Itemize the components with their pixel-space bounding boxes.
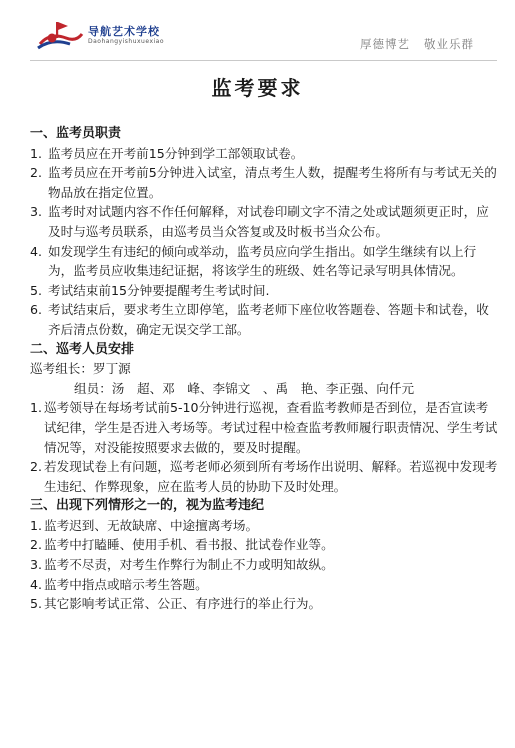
school-pinyin: Daohangyishuxuexiao — [88, 38, 165, 45]
item-number: 4. — [30, 576, 43, 592]
item-number: 1. — [30, 400, 43, 416]
item-text: 监考迟到、无故缺席、中途擅离考场。 — [44, 517, 259, 533]
item-text: 如发现学生有违纪的倾向或举动，监考员应向学生指出。如学生继续有以上行为，监考员应收集违纪证据，将该学生的班级、姓名等记录写明具体情况。 — [48, 243, 477, 279]
item-text: 考试结束前15分钟要提醒考生考试时间. — [48, 282, 270, 298]
item-text: 若发现试卷上有问题，巡考老师必须到所有考场作出说明、解释。若巡视中发现考生违纪、作弊现象，应在监考人员的协助下及时处理。 — [44, 459, 498, 494]
list-item — [30, 300, 500, 339]
document-body — [30, 124, 500, 614]
list-item — [30, 242, 500, 281]
item-number: 2. — [30, 537, 43, 553]
item-number: 2. — [30, 165, 43, 181]
list-item — [30, 163, 500, 202]
list-item — [30, 535, 500, 555]
item-number: 1. — [30, 517, 43, 533]
item-number: 1. — [30, 145, 43, 161]
item-number: 4. — [30, 243, 43, 259]
list-item — [30, 457, 500, 496]
section-heading: 三、出现下列情形之一的，视为监考违纪 — [30, 498, 265, 514]
list-item — [30, 202, 500, 241]
item-text: 监考中指点或暗示考生答题。 — [44, 576, 208, 592]
item-number: 6. — [30, 302, 43, 318]
item-number: 2. — [30, 459, 43, 475]
section-heading: 二、巡考人员安排 — [30, 341, 135, 357]
section-heading: 一、监考员职责 — [30, 126, 122, 141]
list-item — [30, 281, 500, 301]
item-number: 3. — [30, 557, 43, 573]
list-item — [30, 398, 500, 457]
list-item — [30, 516, 500, 536]
item-text: 监考员应在开考前5分钟进入试室，清点考生人数，提醒考生将所有与考试无关的物品放在指定位置。 — [48, 165, 497, 200]
item-number: 3. — [30, 204, 43, 220]
school-name: 导航艺术学校 — [88, 25, 160, 38]
item-number: 5. — [30, 596, 43, 612]
list-item — [30, 594, 500, 614]
item-text: 监考不尽责，对考生作弊行为制止不力或明知故纵。 — [44, 557, 334, 573]
item-text: 巡考领导在每场考试前5-10分钟进行巡视，查看监考教师是否到位，是否宣读考试纪律，学生是否进入考场等。考试过程中检查监考教师履行职责情况、学生考试情况等，对没能按照要求去做的，要及时提醒。 — [44, 400, 498, 455]
item-text: 监考时对试题内容不作任何解释，对试卷印刷文字不清之处或试题须更正时，应及时与巡考员联系，由巡考员当众答复或及时板书当众公布。 — [48, 204, 489, 239]
header-divider — [30, 60, 497, 61]
list-item — [30, 144, 500, 164]
item-number: 5. — [30, 282, 43, 298]
school-logo-icon — [36, 18, 84, 52]
motto-part: 厚德博艺 — [360, 37, 410, 51]
patrol-members: 组员：汤 超、邓 峰、李锦文 、禹 艳、李正强、向仟元 — [74, 380, 415, 396]
item-text: 其它影响考试正常、公正、有序进行的举止行为。 — [44, 596, 322, 612]
page-title: 监考要求 — [211, 76, 304, 100]
item-text: 监考员应在开考前15分钟到学工部领取试卷。 — [48, 145, 304, 161]
item-text: 监考中打瞌睡、使用手机、看书报、批试卷作业等。 — [44, 537, 334, 553]
list-item — [30, 555, 500, 575]
school-motto — [360, 36, 488, 52]
patrol-leader: 巡考组长：罗丁源 — [30, 361, 131, 377]
list-item — [30, 575, 500, 595]
item-text: 考试结束后，要求考生立即停笔，监考老师下座位收答题卷、答题卡和试卷，收齐后清点份数，确定无误交学工部。 — [48, 302, 489, 337]
page-header — [0, 0, 515, 62]
motto-part: 敬业乐群 — [424, 37, 474, 51]
